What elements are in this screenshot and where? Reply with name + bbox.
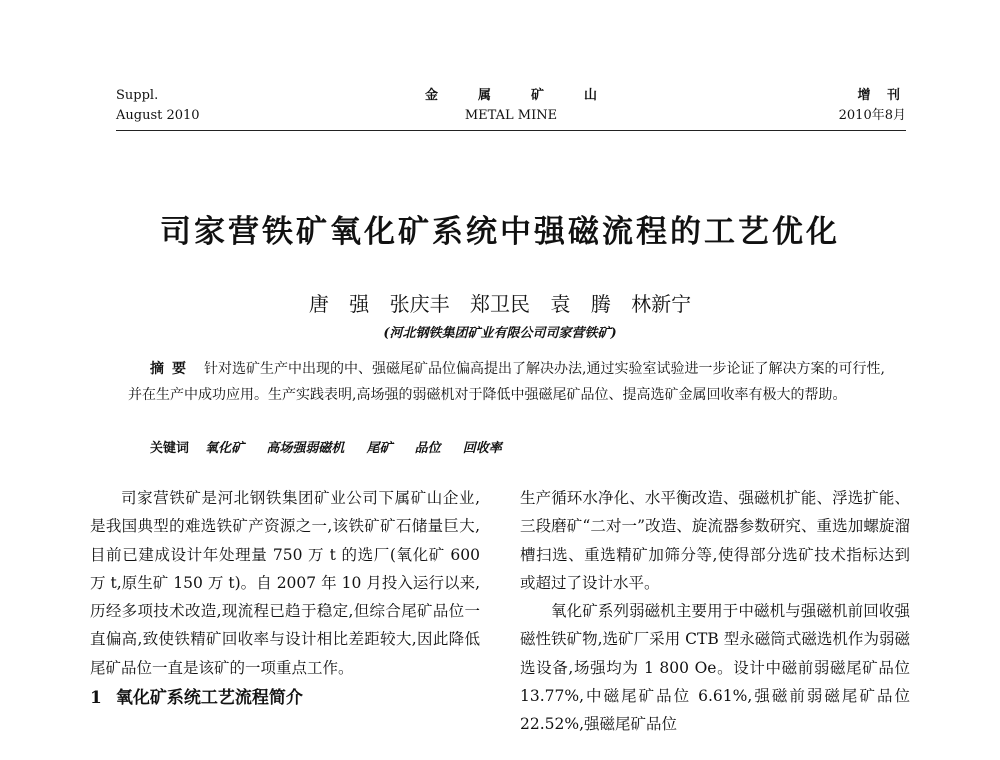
abstract-label: 摘要 (150, 361, 194, 377)
keyword: 高场强弱磁机 (266, 441, 345, 456)
paper-title: 司家营铁矿氧化矿系统中强磁流程的工艺优化 (160, 214, 840, 250)
issue-date-en: August 2010 (116, 108, 200, 123)
keywords (128, 436, 888, 462)
section-number: 1 (90, 688, 102, 709)
header-center (116, 86, 906, 126)
abstract-text: 针对选矿生产中出现的中、强磁尾矿品位偏高提出了解决办法,通过实验室试验进一步论证了解决方案的可行性,并在生产中成功应用。生产实践表明,高场强的弱磁机对于降低中强磁尾矿品位、提高选矿金属回收率有极大的帮助。 (128, 361, 885, 403)
body-column-right (520, 484, 910, 739)
header-rule (116, 130, 906, 131)
body-paragraph: 氧化矿系列弱磁机主要用于中磁机与强磁机前回收强磁性铁矿物,选矿厂采用 CTB 型永磁筒式磁选机作为弱磁选设备,场强均为 1 800 Oe。设计中磁前弱磁尾矿品位 13.77%,中磁尾矿品位 6.61%,强磁前弱磁尾矿品位 22.52%,强磁尾矿品位 (520, 602, 910, 734)
author-list: 唐 强 张庆丰 郑卫民 袁 腾 林新宁 (308, 292, 692, 316)
abstract (128, 356, 888, 408)
journal-name-en: METAL MINE (464, 108, 558, 123)
keyword: 氧化矿 (205, 441, 245, 456)
keyword: 尾矿 (366, 441, 393, 456)
journal-name-cn: 金属矿山 (424, 88, 637, 103)
supplement-label-cn: 增 刊 (857, 88, 906, 103)
supplement-label: Suppl. (116, 88, 159, 103)
keyword: 品位 (414, 441, 441, 456)
affiliation: (河北钢铁集团矿业有限公司司家营铁矿) (383, 326, 617, 341)
section-title: 氧化矿系统工艺流程简介 (115, 688, 303, 709)
body-paragraph: 司家营铁矿是河北钢铁集团矿业公司下属矿山企业,是我国典型的难选铁矿产资源之一,该铁矿矿石储量巨大,目前已建成设计年处理量 750 万 t 的选厂(氧化矿 600 万 t,原生矿 150 万 t)。自 2007 年 10 月投入运行以来,历经多项技术改造,现流程已趋于稳定,但综合尾矿品位一直偏高,致使铁精矿回收率与设计相比差距较大,因此降低尾矿品位一直是该矿的一项重点工作。 (90, 489, 480, 677)
body-column-left (90, 484, 480, 712)
header-right (839, 86, 906, 126)
body-paragraph: 生产循环水净化、水平衡改造、强磁机扩能、浮选扩能、三段磨矿“二对一”改造、旋流器参数研究、重选加螺旋溜槽扫选、重选精矿加筛分等,使得部分选矿技术指标达到或超过了设计水平。 (520, 489, 910, 592)
keywords-label: 关键词 (150, 441, 190, 456)
running-header (116, 86, 906, 130)
issue-date-cn: 2010年8月 (838, 108, 906, 123)
keyword: 回收率 (462, 441, 502, 456)
section-heading (90, 684, 480, 712)
